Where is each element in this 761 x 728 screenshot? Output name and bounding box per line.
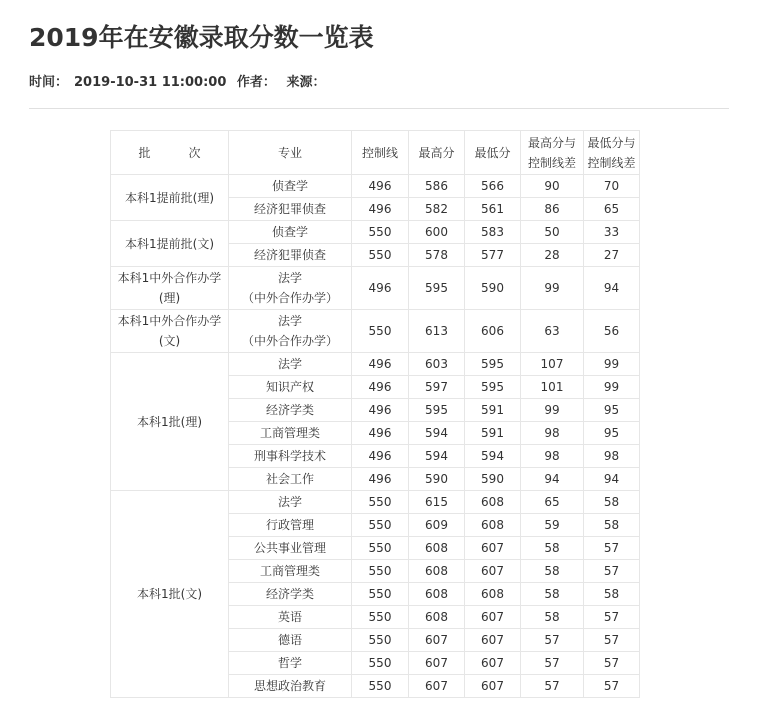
major-cell: 经济学类 [229, 399, 352, 422]
min-diff-cell: 99 [584, 376, 640, 399]
major-cell: 经济犯罪侦查 [229, 244, 352, 267]
control-cell: 496 [352, 376, 409, 399]
max-diff-cell: 65 [521, 491, 584, 514]
min-diff-cell: 56 [584, 310, 640, 353]
major-cell: 思想政治教育 [229, 675, 352, 698]
max-cell: 608 [409, 560, 465, 583]
min-diff-cell: 95 [584, 399, 640, 422]
major-cell: 经济犯罪侦查 [229, 198, 352, 221]
major-cell: 知识产权 [229, 376, 352, 399]
batch-cell: 本科1批(文) [111, 491, 229, 698]
max-diff-cell: 101 [521, 376, 584, 399]
max-cell: 609 [409, 514, 465, 537]
major-cell: 哲学 [229, 652, 352, 675]
min-cell: 606 [465, 310, 521, 353]
max-diff-cell: 57 [521, 675, 584, 698]
control-cell: 496 [352, 198, 409, 221]
control-cell: 550 [352, 310, 409, 353]
min-cell: 595 [465, 376, 521, 399]
control-cell: 550 [352, 491, 409, 514]
min-diff-cell: 65 [584, 198, 640, 221]
max-diff-cell: 90 [521, 175, 584, 198]
major-cell: 工商管理类 [229, 560, 352, 583]
min-diff-cell: 99 [584, 353, 640, 376]
batch-cell: 本科1中外合作办学 (理) [111, 267, 229, 310]
table-row [111, 175, 640, 198]
header-min-score: 最低分 [465, 131, 521, 175]
source-label: 来源： [286, 75, 326, 90]
table-row [111, 310, 640, 353]
max-cell: 594 [409, 445, 465, 468]
min-cell: 590 [465, 468, 521, 491]
major-cell: 侦查学 [229, 221, 352, 244]
major-cell: 英语 [229, 606, 352, 629]
control-cell: 496 [352, 267, 409, 310]
max-diff-cell: 57 [521, 652, 584, 675]
min-cell: 607 [465, 537, 521, 560]
max-cell: 608 [409, 537, 465, 560]
max-cell: 600 [409, 221, 465, 244]
min-cell: 595 [465, 353, 521, 376]
time-label: 时间： [29, 75, 69, 90]
min-diff-cell: 95 [584, 422, 640, 445]
major-cell: 德语 [229, 629, 352, 652]
min-cell: 590 [465, 267, 521, 310]
major-cell: 法学 （中外合作办学） [229, 310, 352, 353]
min-diff-cell: 27 [584, 244, 640, 267]
min-diff-cell: 57 [584, 537, 640, 560]
max-cell: 590 [409, 468, 465, 491]
control-cell: 550 [352, 560, 409, 583]
max-cell: 595 [409, 267, 465, 310]
time-value: 2019-10-31 11:00:00 [74, 75, 227, 90]
max-cell: 582 [409, 198, 465, 221]
author-label: 作者： [236, 75, 276, 90]
major-cell: 社会工作 [229, 468, 352, 491]
max-diff-cell: 98 [521, 422, 584, 445]
max-diff-cell: 86 [521, 198, 584, 221]
max-cell: 615 [409, 491, 465, 514]
max-diff-cell: 94 [521, 468, 584, 491]
major-cell: 工商管理类 [229, 422, 352, 445]
batch-cell: 本科1中外合作办学 (文) [111, 310, 229, 353]
major-cell: 法学 （中外合作办学） [229, 267, 352, 310]
control-cell: 550 [352, 514, 409, 537]
min-diff-cell: 57 [584, 652, 640, 675]
article-meta [29, 71, 331, 90]
control-cell: 496 [352, 445, 409, 468]
min-cell: 608 [465, 491, 521, 514]
control-cell: 550 [352, 629, 409, 652]
header-batch: 批 次 [111, 131, 229, 175]
max-diff-cell: 59 [521, 514, 584, 537]
min-cell: 561 [465, 198, 521, 221]
table-row [111, 491, 640, 514]
page-title: 2019年在安徽录取分数一览表 [29, 23, 374, 52]
control-cell: 550 [352, 606, 409, 629]
max-diff-cell: 107 [521, 353, 584, 376]
header-min-diff: 最低分与 控制线差 [584, 131, 640, 175]
max-cell: 603 [409, 353, 465, 376]
header-control-line: 控制线 [352, 131, 409, 175]
min-cell: 608 [465, 514, 521, 537]
min-diff-cell: 94 [584, 468, 640, 491]
min-cell: 607 [465, 629, 521, 652]
max-diff-cell: 58 [521, 537, 584, 560]
control-cell: 496 [352, 353, 409, 376]
divider [29, 108, 729, 109]
max-cell: 597 [409, 376, 465, 399]
table-row [111, 221, 640, 244]
control-cell: 550 [352, 652, 409, 675]
min-diff-cell: 57 [584, 629, 640, 652]
major-cell: 法学 [229, 491, 352, 514]
control-cell: 496 [352, 399, 409, 422]
max-diff-cell: 58 [521, 606, 584, 629]
max-diff-cell: 58 [521, 560, 584, 583]
min-cell: 607 [465, 560, 521, 583]
header-major: 专业 [229, 131, 352, 175]
max-diff-cell: 98 [521, 445, 584, 468]
table-row [111, 353, 640, 376]
max-diff-cell: 99 [521, 267, 584, 310]
min-cell: 607 [465, 675, 521, 698]
control-cell: 550 [352, 221, 409, 244]
max-diff-cell: 57 [521, 629, 584, 652]
major-cell: 公共事业管理 [229, 537, 352, 560]
control-cell: 550 [352, 244, 409, 267]
major-cell: 侦查学 [229, 175, 352, 198]
min-diff-cell: 58 [584, 583, 640, 606]
min-cell: 594 [465, 445, 521, 468]
major-cell: 刑事科学技术 [229, 445, 352, 468]
table-row [111, 267, 640, 310]
admission-score-table [110, 130, 640, 698]
min-diff-cell: 70 [584, 175, 640, 198]
min-diff-cell: 57 [584, 560, 640, 583]
min-cell: 591 [465, 422, 521, 445]
max-diff-cell: 50 [521, 221, 584, 244]
batch-cell: 本科1批(理) [111, 353, 229, 491]
control-cell: 550 [352, 537, 409, 560]
min-cell: 566 [465, 175, 521, 198]
batch-cell: 本科1提前批(理) [111, 175, 229, 221]
max-diff-cell: 63 [521, 310, 584, 353]
batch-cell: 本科1提前批(文) [111, 221, 229, 267]
min-cell: 577 [465, 244, 521, 267]
table-header-row [111, 131, 640, 175]
min-diff-cell: 58 [584, 514, 640, 537]
min-cell: 608 [465, 583, 521, 606]
min-diff-cell: 57 [584, 675, 640, 698]
min-cell: 607 [465, 606, 521, 629]
max-cell: 608 [409, 606, 465, 629]
control-cell: 550 [352, 583, 409, 606]
max-cell: 607 [409, 629, 465, 652]
control-cell: 496 [352, 422, 409, 445]
max-cell: 586 [409, 175, 465, 198]
min-diff-cell: 57 [584, 606, 640, 629]
control-cell: 496 [352, 175, 409, 198]
max-cell: 578 [409, 244, 465, 267]
header-max-diff: 最高分与 控制线差 [521, 131, 584, 175]
min-diff-cell: 58 [584, 491, 640, 514]
min-diff-cell: 94 [584, 267, 640, 310]
header-max-score: 最高分 [409, 131, 465, 175]
control-cell: 550 [352, 675, 409, 698]
max-cell: 594 [409, 422, 465, 445]
max-cell: 595 [409, 399, 465, 422]
max-cell: 608 [409, 583, 465, 606]
min-cell: 607 [465, 652, 521, 675]
major-cell: 经济学类 [229, 583, 352, 606]
min-cell: 583 [465, 221, 521, 244]
major-cell: 行政管理 [229, 514, 352, 537]
max-diff-cell: 28 [521, 244, 584, 267]
min-diff-cell: 98 [584, 445, 640, 468]
min-diff-cell: 33 [584, 221, 640, 244]
max-cell: 613 [409, 310, 465, 353]
min-cell: 591 [465, 399, 521, 422]
control-cell: 496 [352, 468, 409, 491]
major-cell: 法学 [229, 353, 352, 376]
max-cell: 607 [409, 652, 465, 675]
max-cell: 607 [409, 675, 465, 698]
max-diff-cell: 99 [521, 399, 584, 422]
max-diff-cell: 58 [521, 583, 584, 606]
